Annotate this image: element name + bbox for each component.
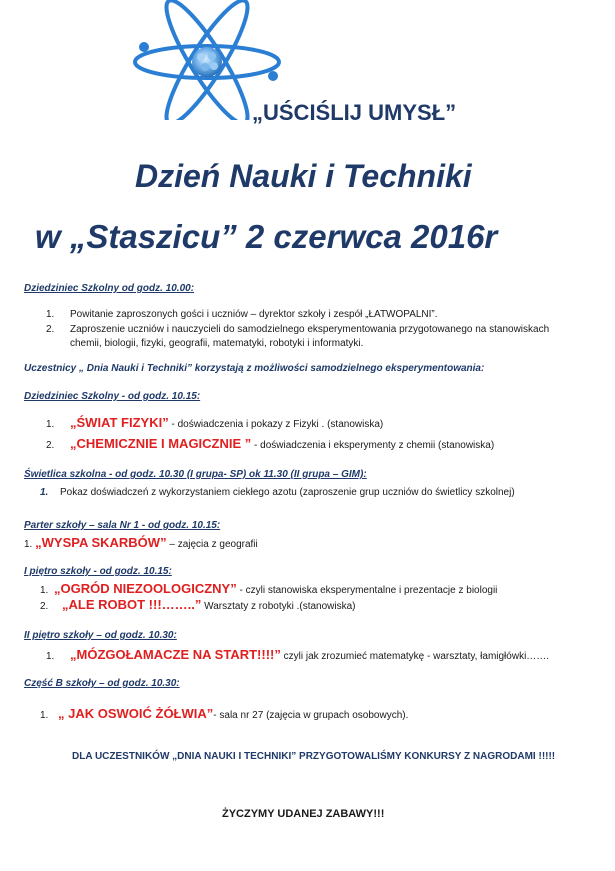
section7-heading: Część B szkoły – od godz. 10.30:: [24, 678, 180, 689]
list-text: chemii, biologii, fizyki, geografii, matematyki, robotyki i informatyki.: [70, 338, 364, 349]
list-text: Warsztaty z robotyki .(stanowiska): [201, 601, 356, 612]
highlight-label: „ŚWIAT FIZYKI”: [70, 415, 169, 430]
list-item-continuation: [70, 337, 363, 351]
slogan-title: „UŚCIŚLIJ UMYSŁ”: [252, 100, 457, 125]
section3-heading: Świetlica szkolna - od godz. 10.30 (I grupa- SP) ok 11.30 (II grupa – GIM):: [24, 469, 367, 480]
list-item: [24, 536, 258, 552]
list-item: [46, 648, 549, 664]
event-title: Dzień Nauki i Techniki: [135, 158, 472, 194]
list-text: Pokaz doświadczeń z wykorzystaniem ciekłego azotu (zaproszenie grup uczniów do świetlicy szkolnej): [60, 487, 515, 498]
highlight-label: „ALE ROBOT !!!……..”: [62, 597, 202, 612]
note-text: Uczestnicy „ Dnia Nauki i Techniki” korzystają z możliwości samodzielnego eksperymentowania:: [24, 363, 485, 374]
list-item: [40, 582, 497, 598]
list-item: [46, 308, 438, 322]
list-number: 1.: [40, 585, 49, 596]
section1-heading: Dziedziniec Szkolny od godz. 10.00:: [24, 283, 195, 294]
list-item: [46, 437, 494, 453]
list-item: [46, 323, 549, 337]
list-number: 1.: [40, 710, 49, 721]
section4-heading: Parter szkoły – sala Nr 1 - od godz. 10.15:: [24, 520, 221, 531]
list-item: [40, 707, 408, 723]
highlight-label: „CHEMICZNIE I MAGICZNIE ”: [70, 436, 252, 451]
closing-text: ŻYCZYMY UDANEJ ZABAWY!!!: [222, 808, 385, 820]
list-number: 1.: [46, 309, 55, 320]
list-text: - czyli stanowiska eksperymentalne i prezentacje z biologii: [236, 585, 498, 596]
highlight-label: „WYSPA SKARBÓW”: [35, 535, 167, 550]
list-number: 2.: [46, 324, 55, 335]
contest-announcement: DLA UCZESTNIKÓW „DNIA NAUKI I TECHNIKI” PRZYGOTOWALIŚMY KONKURSY Z NAGRODAMI !!!!!: [72, 751, 556, 762]
section6-heading: II piętro szkoły – od godz. 10.30:: [24, 630, 177, 641]
list-number: 2.: [46, 440, 55, 451]
list-item: [40, 598, 356, 614]
list-number: 2.: [40, 601, 49, 612]
list-text: - doświadczenia i eksperymenty z chemii (stanowiska): [251, 440, 495, 451]
list-text: – zajęcia z geografii: [166, 539, 258, 550]
list-text: Powitanie zaproszonych gości i uczniów – dyrektor szkoły i zespół „ŁATWOPALNI”.: [70, 309, 438, 320]
list-number: 1.: [46, 419, 55, 430]
list-text: Zaproszenie uczniów i nauczycieli do samodzielnego eksperymentowania przygotowanego na stanowiskach: [70, 324, 550, 335]
highlight-label: „ JAK OSWOIĆ ŻÓŁWIA”: [58, 706, 214, 721]
list-text: czyli jak zrozumieć matematykę - warsztaty, łamigłówki…….: [280, 651, 550, 662]
list-item: [46, 416, 383, 432]
list-number: 1.: [46, 651, 55, 662]
section2-heading: Dziedziniec Szkolny - od godz. 10.15:: [24, 391, 201, 402]
list-text: - doświadczenia i pokazy z Fizyki . (stanowiska): [168, 419, 384, 430]
list-item: [40, 486, 515, 500]
place-date-title: w „Staszicu” 2 czerwca 2016r: [35, 218, 498, 255]
list-number: 1.: [24, 539, 33, 550]
highlight-label: „MÓZGOŁAMACZE NA START!!!!”: [70, 647, 281, 662]
highlight-label: „OGRÓD NIEZOOLOGICZNY”: [54, 581, 237, 596]
list-text: - sala nr 27 (zajęcia w grupach osobowych).: [213, 710, 409, 721]
list-number: 1.: [40, 487, 49, 498]
section5-heading: I piętro szkoły - od godz. 10.15:: [24, 566, 172, 577]
